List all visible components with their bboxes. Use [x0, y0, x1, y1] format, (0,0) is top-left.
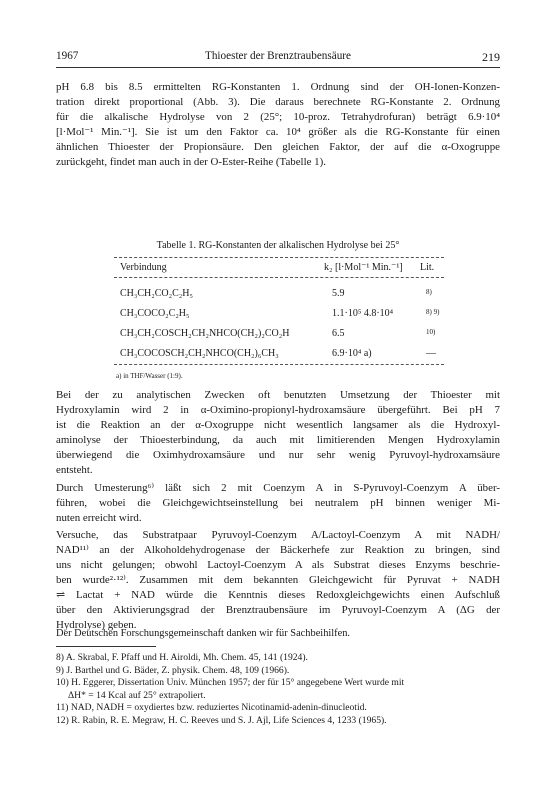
- text-line: Der Deutschen Forschungsgemeinschaft danken wir für Sachbeihilfen.: [56, 628, 351, 639]
- table-top-rule: [114, 257, 444, 258]
- table-header-compound: Verbindung: [120, 262, 167, 273]
- text-line: Durch Umesterung⁶⁾ läßt sich 2 mit Coenzym A in S-Pyruvoyl-Coenzym A über-: [56, 482, 500, 494]
- table-cell: 8): [426, 288, 432, 296]
- footnote-rule: [56, 646, 156, 647]
- text-line: NAD¹¹⁾ an der Alkoholdehydrogenase der Bäckerhefe zur Reaktion zu bringen, sind: [56, 544, 500, 556]
- table-cell: 6.9·10⁴ a): [332, 348, 372, 359]
- table-bottom-rule: [114, 364, 444, 365]
- table-cell: CH₃COCO₂C₂H₅: [120, 308, 190, 319]
- header-year: 1967: [56, 50, 79, 62]
- table-cell: 1.1·10⁵ 4.8·10⁴: [332, 308, 394, 319]
- footnote-12: 12) R. Rabin, R. E. Megraw, H. C. Reeves und S. J. Ajl, Life Sciences 4, 1233 (1965).: [56, 714, 387, 726]
- footnote-9: 9) J. Barthel und G. Bäder, Z. physik. Chem. 48, 109 (1966).: [56, 664, 290, 676]
- text-line: führen, wobei die Gleichgewichtseinstellung bei neutralem pH binnen weniger Mi-: [56, 497, 500, 509]
- table-header-k2: k₂ [l·Mol⁻¹ Min.⁻¹]: [324, 262, 403, 273]
- paragraph-4: [56, 528, 500, 633]
- text-line: zurückgeht, findet man auch in der O-Ester-Reihe (Tabelle 1).: [56, 156, 326, 168]
- paragraph-1: [56, 80, 500, 170]
- text-line: uns nicht gelungen; obwohl Lactoyl-Coenzym A als Substrat dieses Enzyms beschrie-: [56, 559, 500, 571]
- text-line: tration direkt proportional (Abb. 3). Die daraus berechnete RG-Konstante 2. Ordnung: [56, 96, 500, 108]
- text-line: Hydroxylamin wird 2 in α-Oximino-propionyl-hydroxamsäure übergeführt. Bei pH 7: [56, 404, 500, 416]
- header-title: Thioester der Brenztraubensäure: [205, 50, 351, 62]
- table-header-lit: Lit.: [420, 262, 435, 273]
- paragraph-2: [56, 388, 500, 478]
- footnotes: [56, 652, 500, 727]
- table-cell: CH₃CH₂CO₂C₂H₅: [120, 288, 193, 299]
- table-cell: 10): [426, 328, 436, 336]
- text-line: überwiegend die Oximhydroxamsäure und nur sehr wenig Pyruvoyl-hydroxamsäure: [56, 449, 500, 461]
- table-cell: —: [426, 348, 436, 359]
- text-line: Bei der zu analytischen Zwecken oft benutzten Umsetzung der Thioester mit: [56, 389, 500, 401]
- footnote-8: 8) A. Skrabal, F. Pfaff und H. Airoldi, Mh. Chem. 45, 141 (1924).: [56, 652, 308, 663]
- table-cell: CH₃CH₂COSCH₂CH₂NHCO(CH₂)₂CO₂H: [120, 328, 290, 339]
- table-cell: 6.5: [332, 328, 345, 339]
- table-header-rule: [114, 277, 444, 278]
- text-line: [l·Mol⁻¹ Min.⁻¹]. Sie ist um den Faktor ca. 10⁴ größer als die RG-Konstante für einen: [56, 126, 500, 138]
- footnote-11: 11) NAD, NADH = oxydiertes bzw. reduziertes Nicotinamid-adenin-dinucleotid.: [56, 702, 367, 713]
- table-footnote: a) in THF/Wasser (1:9).: [116, 372, 183, 380]
- text-line: ⇌ Lactat + NAD würde die Kenntnis dieses Redoxgleichgewichts einen Aufschluß: [56, 589, 500, 601]
- text-line: für die alkalische Hydrolyse von 2 (25°; 10-proz. Tetrahydrofuran) beträgt 6.9·10⁴: [56, 111, 500, 123]
- text-line: Hydrolyse) geben.: [56, 619, 137, 631]
- text-line: ist die Reaktion an der α-Oxogruppe nicht wesentlich langsamer als die Hydroxyl-: [56, 419, 500, 431]
- text-line: Versuche, das Substratpaar Pyruvoyl-Coenzym A/Lactoyl-Coenzym A mit NADH/: [56, 529, 500, 541]
- acknowledgement: [56, 626, 500, 641]
- text-line: nuten erreicht wird.: [56, 512, 142, 524]
- text-line: ähnlichen Thioester der Propionsäure. Den gleichen Faktor, der auf die α-Oxogruppe: [56, 141, 500, 153]
- table-cell: 5.9: [332, 288, 345, 299]
- footnote-10-cont: ΔH* = 14 Kcal auf 25° extrapoliert.: [68, 689, 206, 701]
- table-cell: CH₃COCOSCH₂CH₂NHCO(CH₂)₆CH₃: [120, 348, 279, 359]
- paragraph-3: [56, 481, 500, 526]
- table-cell: 8) 9): [426, 308, 440, 316]
- text-line: aminolyse der Thioesterbindung, da auch mit limitierenden Mengen Hydroxylamin: [56, 434, 500, 446]
- header-rule: [56, 67, 500, 68]
- running-header: [56, 50, 500, 66]
- text-line: ben wurde²·¹²⁾. Zusammen mit dem bekannten Gleichgewicht für Pyruvat + NADH: [56, 574, 500, 586]
- text-line: pH 6.8 bis 8.5 ermittelten RG-Konstanten 1. Ordnung sind der OH-Ionen-Konzen-: [56, 81, 500, 93]
- text-line: über den Aktivierungsgrad der Brenztraubensäure im Pyruvoyl-Coenzym A (ΔG der: [56, 604, 500, 616]
- page-number: 219: [482, 50, 500, 64]
- text-line: entsteht.: [56, 464, 93, 476]
- footnote-10: 10) H. Eggerer, Dissertation Univ. München 1957; der für 15° angegebene Wert wurde mit: [56, 677, 405, 688]
- table-caption: Tabelle 1. RG-Konstanten der alkalischen Hydrolyse bei 25°: [156, 240, 400, 251]
